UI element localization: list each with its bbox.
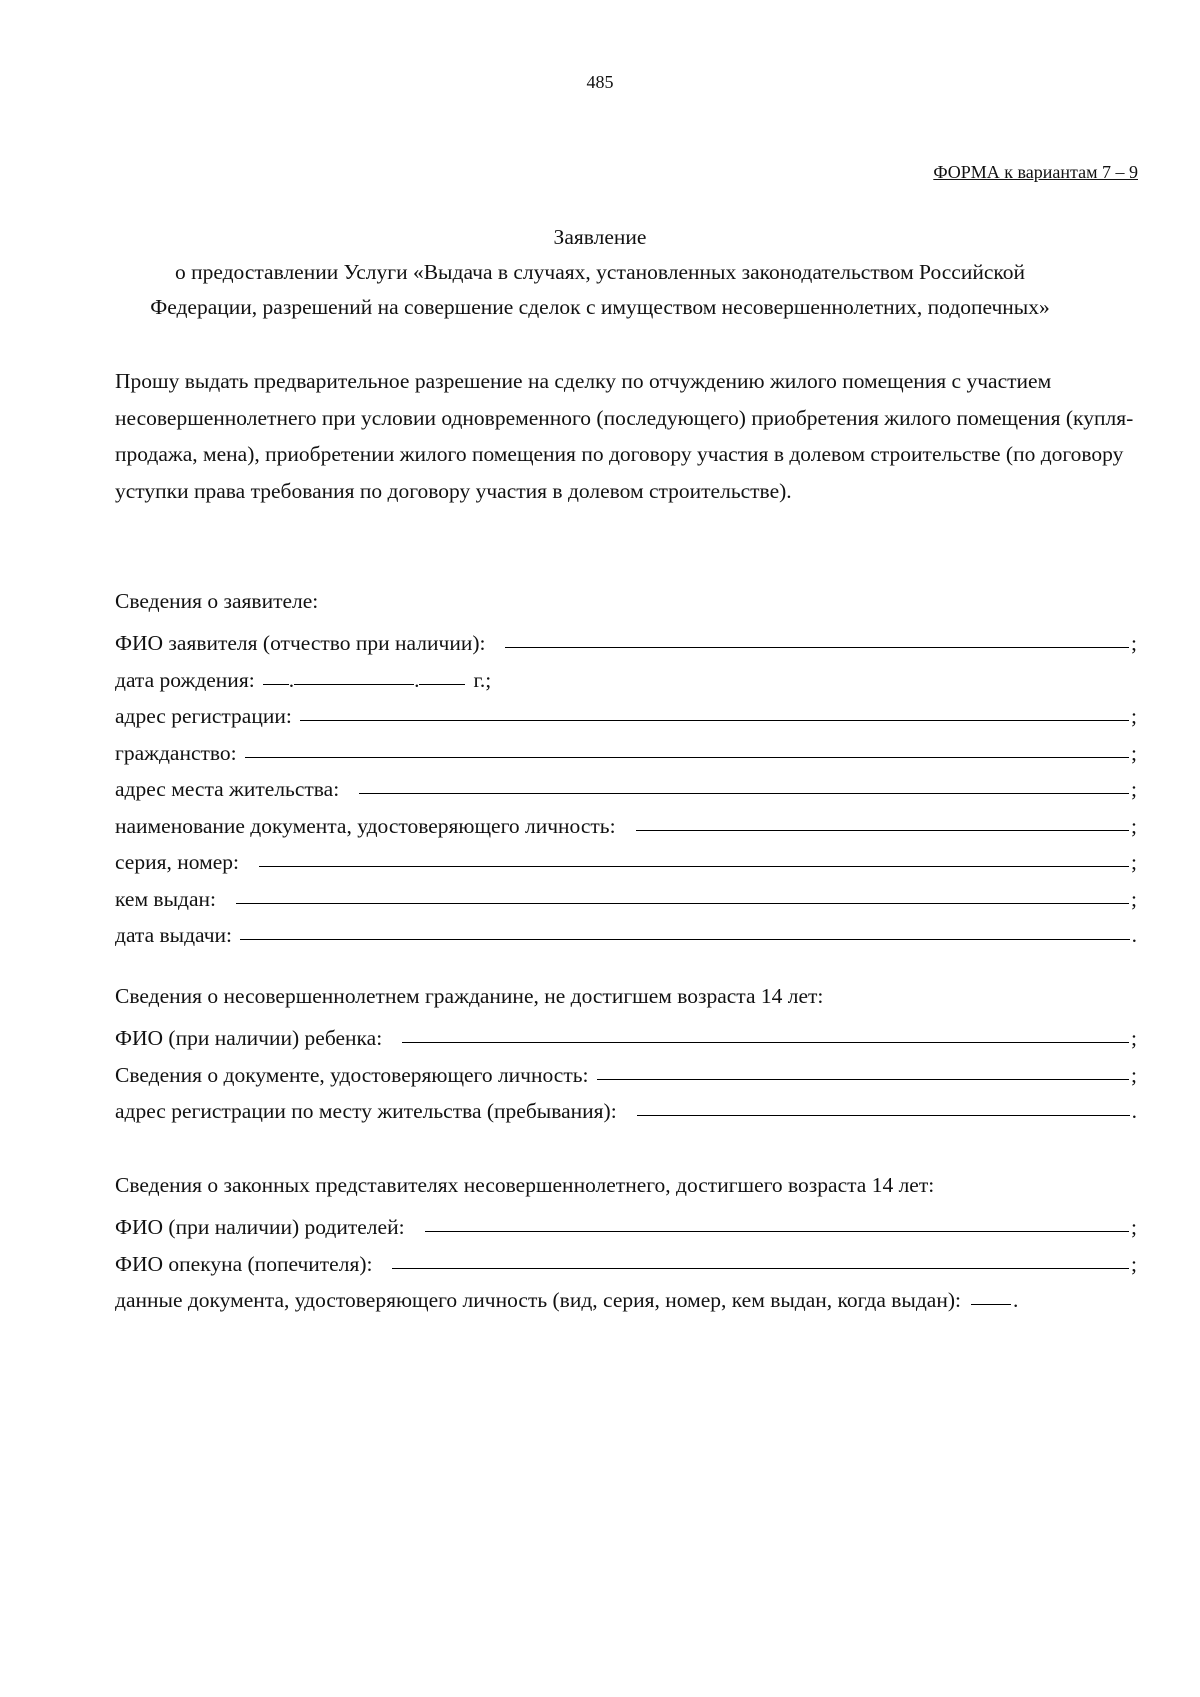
row-end-mark: ; [1131, 777, 1137, 801]
child-name-label: ФИО (при наличии) ребенка: [115, 1026, 383, 1050]
applicant-registration-address-row [115, 693, 1137, 730]
representatives-section [115, 1167, 1137, 1313]
birth-month-field[interactable] [294, 662, 414, 685]
applicant-issue-date-label: дата выдачи: [115, 923, 233, 947]
applicant-series-number-row [115, 839, 1137, 876]
applicant-series-number-label: серия, номер: [115, 850, 239, 874]
applicant-issue-date-row [115, 912, 1137, 949]
applicant-registration-address-field[interactable] [300, 698, 1129, 721]
title-block [100, 220, 1100, 325]
applicant-id-document-label: наименование документа, удостоверяющего личность: [115, 813, 616, 838]
representative-id-data-field[interactable] [971, 1282, 1011, 1305]
guardian-name-row [115, 1240, 1137, 1277]
parents-name-row [115, 1204, 1137, 1241]
applicant-section [115, 583, 1137, 948]
row-end-mark: ; [1131, 886, 1137, 911]
child-name-row [115, 1015, 1137, 1052]
row-end-mark: ; [1131, 1251, 1137, 1276]
applicant-heading: Сведения о заявителе: [115, 589, 319, 613]
applicant-full-name-label: ФИО заявителя (отчество при наличии): [115, 631, 486, 655]
document-title: Заявление [553, 225, 647, 249]
child-document-field[interactable] [597, 1057, 1130, 1080]
applicant-issued-by-row [115, 875, 1137, 912]
parents-name-field[interactable] [425, 1209, 1129, 1232]
applicant-citizenship-label: гражданство: [115, 740, 237, 765]
row-end-mark: ; [1131, 850, 1137, 874]
form-label: ФОРМА к вариантам 7 – 9 [933, 162, 1138, 182]
request-paragraph: Прошу выдать предварительное разрешение на сделку по отчуждению жилого помещения с участием несовершеннолетнего при условии одновременного (последующего) приобретения жилого помещения (купля-продажа, мена), приобретении жилого помещения по договору участия в долевом строительстве (по договору уступки права требования по договору участия в долевом строительстве). [115, 369, 1134, 503]
child-registration-address-label: адрес регистрации по месту жительства (пребывания): [115, 1099, 617, 1123]
applicant-registration-address-label: адрес регистрации: [115, 704, 292, 728]
row-end-mark: ; [1131, 740, 1137, 765]
applicant-residence-address-field[interactable] [359, 771, 1129, 794]
applicant-series-number-field[interactable] [259, 844, 1129, 867]
child-name-field[interactable] [402, 1020, 1129, 1043]
document-subtitle-line-2: Федерации, разрешений на совершение сделок с имуществом несовершеннолетних, подопечных» [150, 295, 1050, 319]
applicant-citizenship-row [115, 729, 1137, 766]
applicant-birth-date-row [115, 656, 1137, 693]
guardian-name-field[interactable] [392, 1246, 1129, 1269]
applicant-full-name-row [115, 620, 1137, 657]
applicant-full-name-field[interactable] [505, 625, 1129, 648]
representatives-heading: Сведения о законных представителях несовершеннолетнего, достигшего возраста 14 лет: [115, 1173, 935, 1197]
row-end-mark: ; [1131, 1215, 1137, 1239]
applicant-id-document-row [115, 802, 1137, 839]
representative-id-data-row [115, 1277, 1137, 1314]
row-end-mark: ; [1131, 813, 1137, 838]
row-end-mark: . [1131, 923, 1137, 947]
applicant-issued-by-field[interactable] [236, 881, 1129, 904]
row-end-mark: ; [1131, 631, 1137, 655]
birth-day-field[interactable] [263, 662, 289, 685]
child-registration-address-field[interactable] [637, 1093, 1130, 1116]
guardian-name-label: ФИО опекуна (попечителя): [115, 1251, 373, 1276]
birth-date-separator: . [414, 667, 420, 692]
applicant-birth-date-label: дата рождения: [115, 667, 255, 692]
birth-year-suffix: г.; [473, 667, 492, 692]
page-number: 485 [586, 72, 614, 92]
applicant-citizenship-field[interactable] [245, 735, 1129, 758]
applicant-residence-address-label: адрес места жительства: [115, 777, 340, 801]
applicant-issued-by-label: кем выдан: [115, 886, 216, 911]
minor-heading: Сведения о несовершеннолетнем гражданине, не достигшем возраста 14 лет: [115, 984, 824, 1008]
applicant-issue-date-field[interactable] [240, 917, 1130, 940]
row-end-mark: . [1012, 1288, 1019, 1312]
row-end-mark: ; [1131, 1062, 1137, 1087]
document-subtitle-line-1: о предоставлении Услуги «Выдача в случаях, установленных законодательством Российской [174, 260, 1026, 284]
child-document-label: Сведения о документе, удостоверяющего личность: [115, 1062, 589, 1087]
minor-section [115, 978, 1137, 1124]
applicant-id-document-field[interactable] [636, 808, 1129, 831]
child-registration-address-row [115, 1088, 1137, 1125]
row-end-mark: ; [1131, 1026, 1137, 1050]
birth-date-separator: . [288, 667, 295, 692]
representative-id-data-label: данные документа, удостоверяющего личность (вид, серия, номер, кем выдан, когда выдан): [115, 1288, 961, 1312]
row-end-mark: . [1131, 1099, 1137, 1123]
birth-year-field[interactable] [419, 662, 465, 685]
row-end-mark: ; [1131, 704, 1137, 728]
child-document-row [115, 1051, 1137, 1088]
parents-name-label: ФИО (при наличии) родителей: [115, 1215, 405, 1239]
applicant-residence-address-row [115, 766, 1137, 803]
